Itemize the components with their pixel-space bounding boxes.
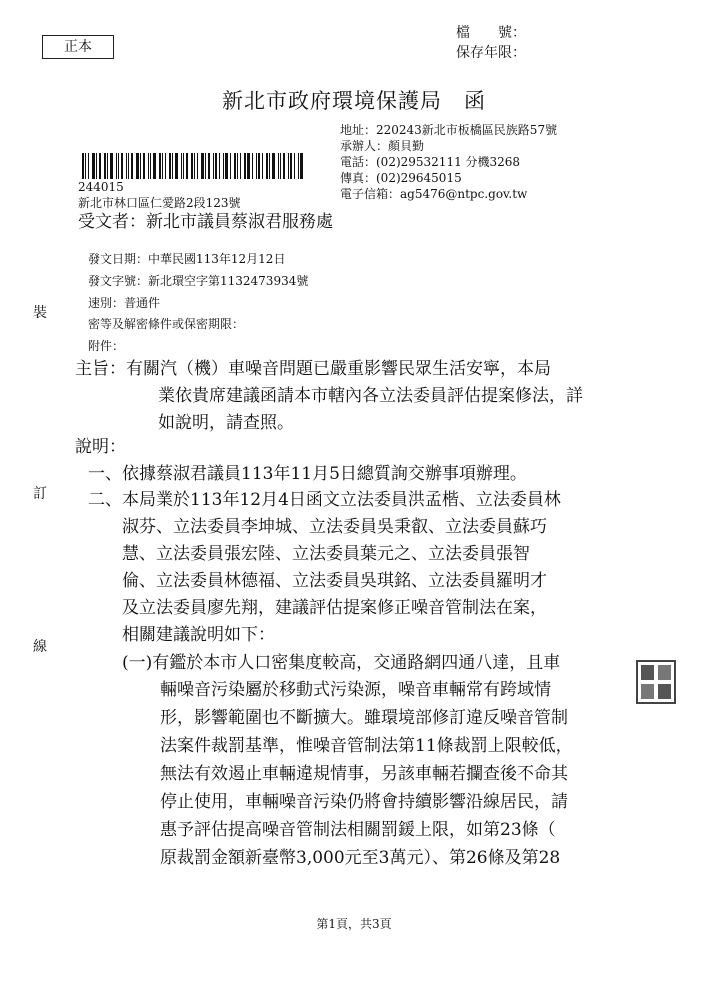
barcode-bar xyxy=(88,153,89,179)
barcode-bar xyxy=(150,153,151,179)
postal-barcode xyxy=(82,153,314,179)
barcode-bar xyxy=(128,153,129,179)
sender-handler: 承辦人：顏貝勤 xyxy=(340,139,425,153)
document-title: 新北市政府環境保護局 函 xyxy=(222,89,486,113)
barcode-bar xyxy=(85,153,86,179)
barcode-bar xyxy=(290,153,292,179)
barcode-bar xyxy=(294,153,295,179)
barcode-bar xyxy=(201,153,204,179)
barcode-bar xyxy=(169,153,171,179)
barcode-bar xyxy=(143,153,145,179)
barcode-bar xyxy=(183,153,184,179)
barcode-bar xyxy=(197,153,198,179)
barcode-bar xyxy=(159,153,161,179)
attachment: 附件： xyxy=(88,339,125,353)
barcode-bar xyxy=(165,153,166,179)
sender-phone: 電話：(02)29532111 分機3268 xyxy=(340,155,521,169)
barcode-bar xyxy=(300,153,303,179)
explanation-item-2-line: 相關建議說明如下： xyxy=(122,625,275,645)
sub-item-1-line: 惠予評估提高噪音管制法相關罰鍰上限，如第23條（ xyxy=(160,820,556,840)
barcode-bar xyxy=(219,153,220,179)
barcode-bar xyxy=(191,153,193,179)
barcode-bar xyxy=(223,153,224,179)
sender-email: 電子信箱：ag5476@ntpc.gov.tw xyxy=(340,187,528,201)
secrecy-level: 密等及解密條件或保密期限： xyxy=(88,317,245,331)
barcode-bar xyxy=(172,153,173,179)
file-number-label: 檔 號： xyxy=(456,25,526,41)
subject-line-2: 業依貴席建議函請本市轄內各立法委員評估提案修法，詳 xyxy=(158,386,583,406)
sub-item-1-line: (一)有鑑於本市人口密集度較高，交通路網四通八達，且車 xyxy=(122,653,561,673)
subject-line-1: 主旨：有關汽（機）車噪音問題已嚴重影響民眾生活安寧，本局 xyxy=(75,359,551,379)
barcode-bar xyxy=(104,153,106,179)
barcode-bar xyxy=(240,153,241,179)
barcode-bar xyxy=(162,153,163,179)
recipient-zip: 244015 xyxy=(78,180,124,194)
barcode-bar xyxy=(121,153,123,179)
barcode-bar xyxy=(266,153,268,179)
barcode-bar xyxy=(99,153,101,179)
barcode-bar xyxy=(194,153,195,179)
barcode-bar xyxy=(181,153,182,179)
sender-address: 地址：220243新北市板橋區民族路57號 xyxy=(340,123,558,137)
recipient-name: 受文者：新北市議員蔡淑君服務處 xyxy=(78,212,333,232)
delivery-speed: 速別：普通件 xyxy=(88,296,161,310)
barcode-bar xyxy=(237,153,238,179)
barcode-bar xyxy=(215,153,217,179)
barcode-bar xyxy=(186,153,188,179)
seal-stamp-icon xyxy=(636,660,676,704)
barcode-bar xyxy=(262,153,263,179)
binding-mark-2: 訂 xyxy=(33,486,47,502)
explanation-item-1: 一、依據蔡淑君議員113年11月5日總質詢交辦事項辦理。 xyxy=(88,464,527,484)
sub-item-1-line: 法案件裁罰基準，惟噪音管制法第11條裁罰上限較低， xyxy=(160,736,573,756)
explanation-item-2-line: 淑芬、立法委員李坤城、立法委員吳秉叡、立法委員蘇巧 xyxy=(122,517,547,537)
sender-fax: 傳真：(02)29645015 xyxy=(340,171,462,185)
sub-item-1-line: 形，影響範圍也不斷擴大。雖環境部修訂違反噪音管制 xyxy=(160,708,568,728)
barcode-bar xyxy=(283,153,285,179)
barcode-bar xyxy=(126,153,127,179)
explanation-item-2-line: 慧、立法委員張宏陸、立法委員葉元之、立法委員張智 xyxy=(122,544,530,564)
binding-mark-1: 裝 xyxy=(33,305,47,321)
original-copy-box: 正本 xyxy=(42,35,114,59)
issue-date: 發文日期：中華民國113年12月12日 xyxy=(88,252,286,266)
barcode-bar xyxy=(256,153,257,179)
explanation-item-2-line: 二、本局業於113年12月4日函文立法委員洪孟楷、立法委員林 xyxy=(88,490,561,510)
barcode-bar xyxy=(252,153,253,179)
barcode-bar xyxy=(153,153,156,179)
barcode-bar xyxy=(280,153,281,179)
retention-period-label: 保存年限： xyxy=(456,45,526,61)
barcode-bar xyxy=(92,153,95,179)
sub-item-1-line: 無法有效遏止車輛違規情事，另該車輛若攔查後不命其 xyxy=(160,764,568,784)
sub-item-1-line: 原裁罰金額新臺幣3,000元至3萬元）、第26條及第28 xyxy=(160,848,561,868)
explanation-item-2-line: 倫、立法委員林德福、立法委員吳琪銘、立法委員羅明才 xyxy=(122,571,547,591)
barcode-bar xyxy=(148,153,149,179)
document-number: 發文字號：新北環空字第1132473934號 xyxy=(88,274,309,288)
sub-item-1-line: 停止使用，車輛噪音污染仍將會持續影響沿線居民，請 xyxy=(160,792,568,812)
subject-line-3: 如說明，請查照。 xyxy=(158,413,294,433)
barcode-bar xyxy=(82,153,84,179)
page-number: 第1頁，共3頁 xyxy=(316,917,392,931)
barcode-bar xyxy=(175,153,178,179)
barcode-bar xyxy=(272,153,275,179)
barcode-bar xyxy=(298,153,299,179)
barcode-bar xyxy=(288,153,289,179)
barcode-bar xyxy=(244,153,246,179)
barcode-bar xyxy=(131,153,133,179)
explanation-item-2-line: 及立法委員廖先翔，建議評估提案修正噪音管制法在案， xyxy=(122,598,547,618)
barcode-bar xyxy=(258,153,260,179)
barcode-bar xyxy=(230,153,231,179)
barcode-bar xyxy=(118,153,119,179)
recipient-address: 新北市林口區仁愛路2段123號 xyxy=(78,196,241,210)
barcode-bar xyxy=(213,153,214,179)
barcode-bar xyxy=(234,153,236,179)
barcode-bar xyxy=(205,153,206,179)
barcode-bar xyxy=(96,153,97,179)
barcode-bar xyxy=(107,153,108,179)
barcode-bar xyxy=(136,153,139,179)
explanation-label: 說明： xyxy=(75,437,126,457)
barcode-bar xyxy=(116,153,117,179)
barcode-bar xyxy=(140,153,141,179)
barcode-bar xyxy=(269,153,270,179)
barcode-bar xyxy=(208,153,210,179)
binding-mark-3: 線 xyxy=(33,639,47,655)
barcode-bar xyxy=(278,153,279,179)
sub-item-1-line: 輛噪音污染屬於移動式污染源，噪音車輛常有跨域情 xyxy=(160,680,551,700)
barcode-bar xyxy=(225,153,228,179)
barcode-bar xyxy=(110,153,113,179)
barcode-bar xyxy=(247,153,250,179)
